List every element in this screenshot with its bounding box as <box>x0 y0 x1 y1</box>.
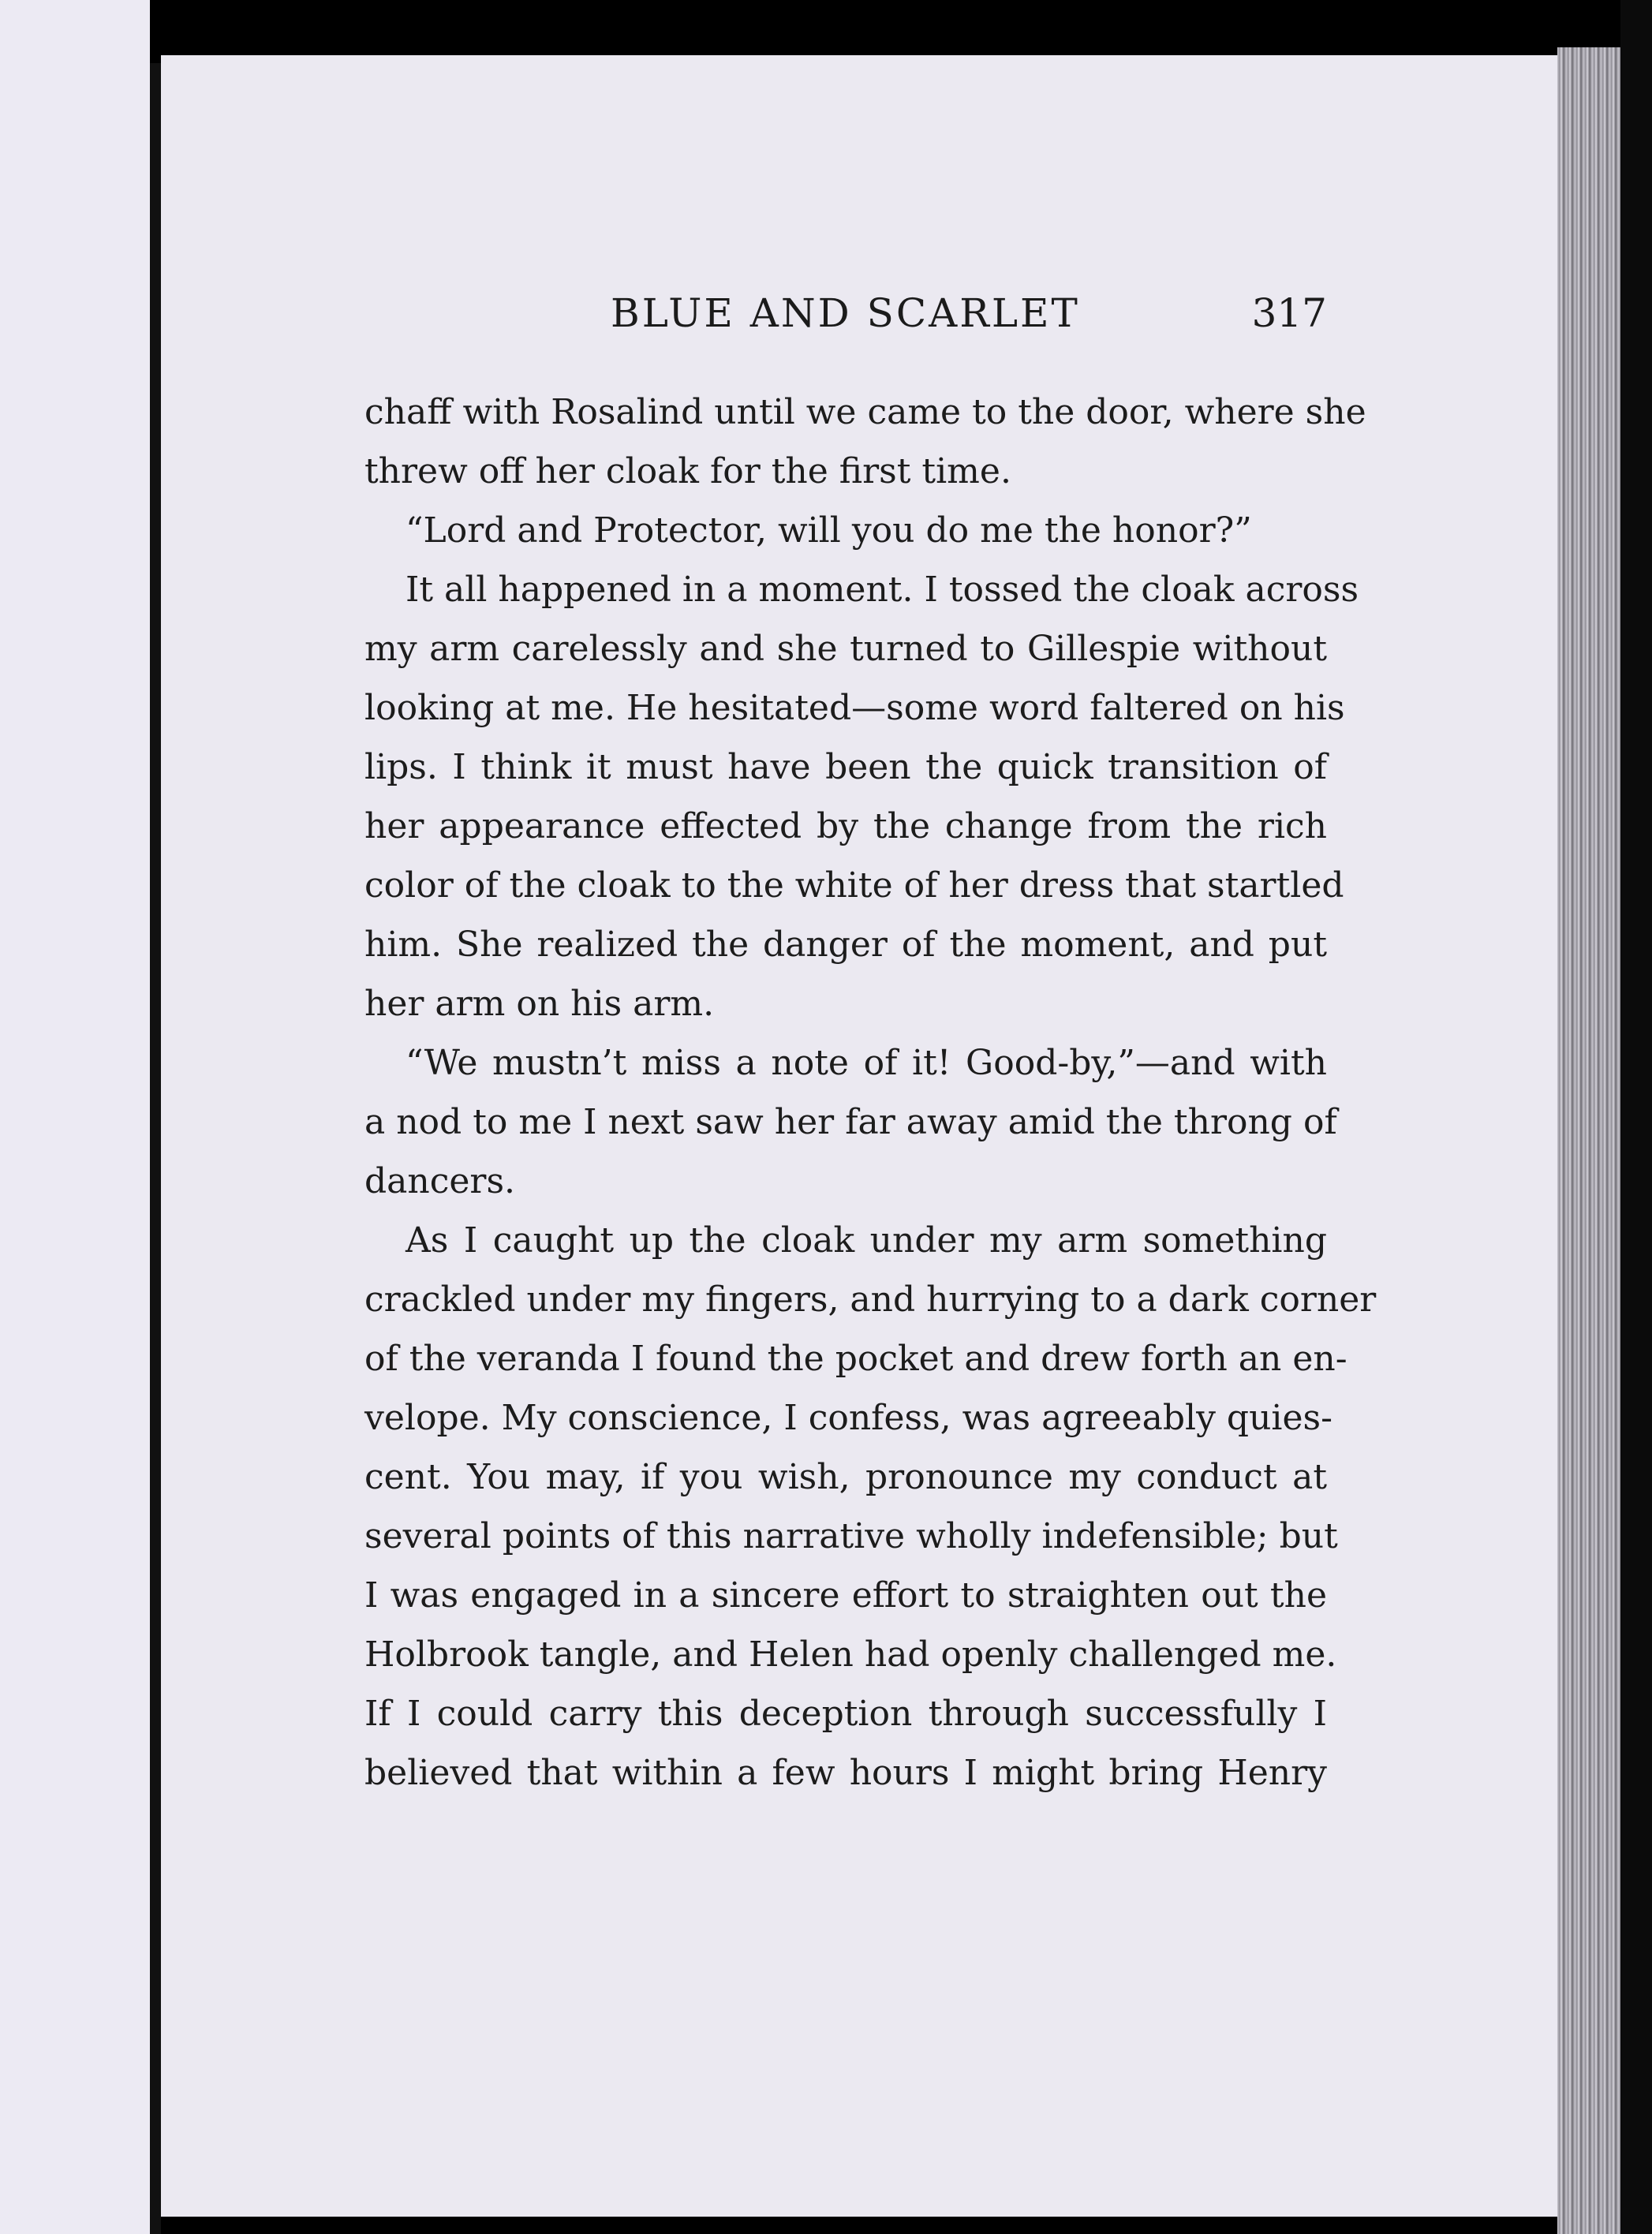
scan-border <box>1620 0 1652 2234</box>
text-line: I was engaged in a sincere effort to straighten out the <box>364 1575 1327 1616</box>
text-line: velope. My conscience, I confess, was agreeably quies- <box>364 1398 1332 1438</box>
text-line: several points of this narrative wholly indefensible; but <box>364 1516 1338 1556</box>
running-title: BLUE AND SCARLET <box>611 290 1080 336</box>
text-line: of the veranda I found the pocket and drew forth an en- <box>364 1339 1347 1379</box>
text-line: threw off her cloak for the first time. <box>364 451 1011 491</box>
body-text <box>364 383 1377 1803</box>
facing-page-margin <box>0 0 150 2234</box>
text-line: lips. I think it must have been the quick transition of <box>364 747 1327 787</box>
page-edges <box>1557 47 1620 2234</box>
running-header <box>364 290 1327 338</box>
text-line: chaff with Rosalind until we came to the door, where she <box>364 392 1366 432</box>
text-line: believed that within a few hours I might bring Henry <box>364 1753 1327 1793</box>
text-line: her arm on his arm. <box>364 984 715 1024</box>
text-line: him. She realized the danger of the moment, and put <box>364 925 1327 965</box>
text-line: my arm carelessly and she turned to Gillespie without <box>364 629 1327 669</box>
text-line: It all happened in a moment. I tossed the cloak across <box>406 570 1359 610</box>
text-line: crackled under my fingers, and hurrying to a dark corner <box>364 1280 1377 1320</box>
text-line: cent. You may, if you wish, pronounce my conduct at <box>364 1457 1327 1497</box>
book-gutter <box>150 63 161 2234</box>
text-line: a nod to me I next saw her far away amid the throng of <box>364 1102 1337 1142</box>
page-number: 317 <box>1251 290 1327 336</box>
text-line: her appearance effected by the change from the rich <box>364 806 1327 846</box>
text-line: looking at me. He hesitated—some word faltered on his <box>364 688 1345 728</box>
text-line: As I caught up the cloak under my arm something <box>406 1220 1327 1261</box>
text-line: “We mustn’t miss a note of it! Good-by,”—and with <box>406 1043 1327 1083</box>
text-line: color of the cloak to the white of her dress that startled <box>364 865 1344 906</box>
text-line: If I could carry this deception through successfully I <box>364 1694 1327 1734</box>
text-line: dancers. <box>364 1161 516 1201</box>
text-line: “Lord and Protector, will you do me the honor?” <box>406 510 1252 551</box>
text-line: Holbrook tangle, and Helen had openly challenged me. <box>364 1634 1337 1675</box>
